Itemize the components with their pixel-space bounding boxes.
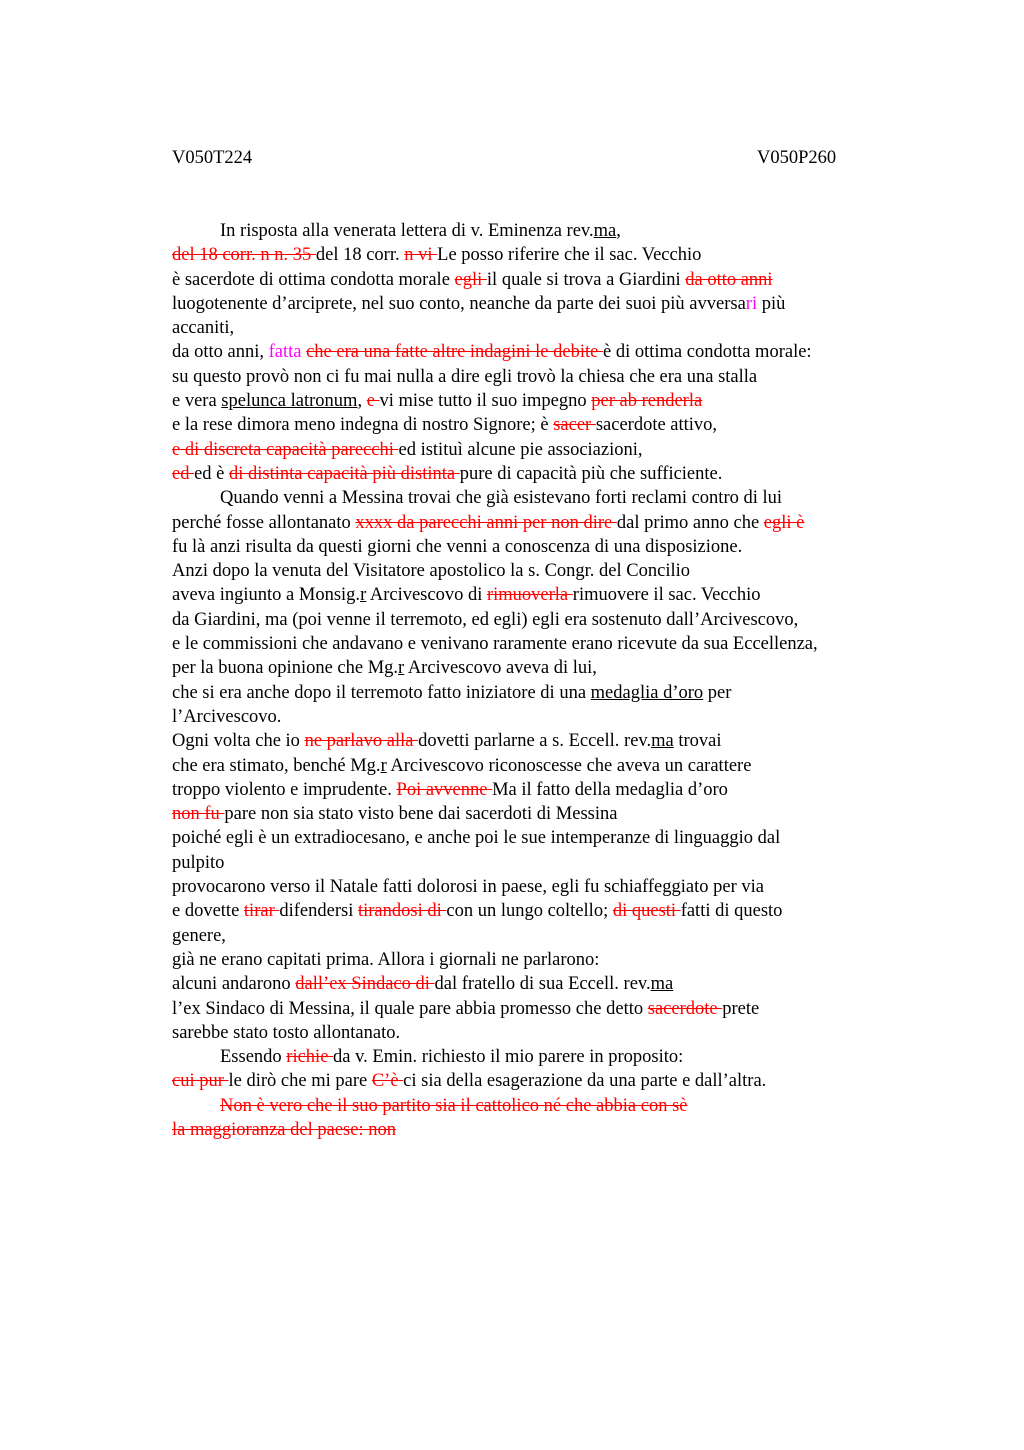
- deleted-text: cui pur: [172, 1071, 229, 1092]
- text-segment: Anzi dopo la venuta del Visitatore apostolico la s. Congr. del Concilio: [172, 561, 690, 582]
- deleted-text: dall’ex Sindaco di: [295, 974, 435, 995]
- text-line: [172, 243, 902, 267]
- text-line: [172, 851, 902, 875]
- deleted-text: rimuoverla: [486, 585, 573, 606]
- text-line: [172, 438, 902, 462]
- text-line: [172, 1069, 902, 1093]
- text-segment: troppo violento e imprudente.: [172, 779, 397, 800]
- text-line: [172, 608, 902, 632]
- underlined-text: ma: [650, 974, 674, 995]
- text-line: [172, 462, 902, 486]
- text-line: [172, 656, 902, 680]
- text-segment: e le commissioni che andavano e venivano raramente erano ricevute da sua Eccellenza,: [172, 634, 818, 655]
- text-segment: accaniti,: [172, 318, 235, 339]
- deleted-text: xxxx da parecchi anni per non dire: [355, 512, 617, 533]
- text-segment: e vera: [172, 391, 222, 412]
- text-segment: luogotenente d’arciprete, nel suo conto, neanche da parte dei suoi più avversa: [172, 293, 746, 314]
- deleted-text: del 18 corr. n n. 35: [172, 245, 316, 266]
- text-segment: le dirò che mi pare: [228, 1071, 372, 1092]
- inserted-text: ri: [745, 293, 758, 314]
- text-segment: su questo provò non ci fu mai nulla a dire egli trovò la chiesa che era una stalla: [172, 366, 758, 387]
- underlined-text: ma: [593, 221, 617, 241]
- underlined-text: r: [398, 658, 405, 679]
- text-segment: prete: [722, 998, 760, 1019]
- deleted-text: n vi: [404, 245, 438, 266]
- deleted-text: che era una fatte altre indagini le debite: [306, 342, 603, 363]
- text-segment: dal fratello di sua Eccell. rev.: [434, 974, 651, 995]
- letter-body: [172, 219, 902, 1142]
- text-segment: rimuovere il sac. Vecchio: [572, 585, 761, 606]
- text-line: [172, 559, 902, 583]
- text-segment: Le posso riferire che il sac. Vecchio: [437, 245, 702, 266]
- deleted-text: richie: [286, 1047, 334, 1068]
- text-segment: Quando venni a Messina trovai che già esistevano forti reclami contro di lui: [220, 488, 783, 509]
- text-segment: l’ex Sindaco di Messina, il quale pare abbia promesso che detto: [172, 998, 648, 1019]
- text-segment: Arcivescovo riconoscesse che aveva un carattere: [386, 755, 752, 776]
- text-line: [172, 389, 902, 413]
- text-line: [172, 924, 902, 948]
- text-segment: e la rese dimora meno indegna di nostro Signore; è: [172, 415, 554, 436]
- text-line: [172, 802, 902, 826]
- underlined-text: ma: [651, 731, 674, 752]
- deleted-text: egli è: [763, 512, 805, 533]
- text-segment: che era stimato, benché Mg.: [172, 755, 381, 776]
- text-segment: che si era anche dopo il terremoto fatto iniziatore di una: [172, 682, 591, 703]
- text-segment: alcuni andarono: [172, 974, 296, 995]
- deleted-text: da otto anni: [685, 269, 773, 290]
- text-segment: ci sia della esagerazione da una parte e dall’altra.: [403, 1071, 767, 1092]
- text-segment: difendersi: [279, 901, 358, 922]
- text-line: [172, 219, 902, 243]
- text-line: [172, 899, 902, 923]
- text-segment: Arcivescovo aveva di lui,: [404, 658, 597, 679]
- text-line: [172, 705, 902, 729]
- text-segment: da v. Emin. richiesto il mio parere in proposito:: [333, 1047, 684, 1068]
- text-segment: dovetti parlarne a s. Eccell. rev.: [418, 731, 652, 752]
- text-segment: pare non sia stato visto bene dai sacerdoti di Messina: [224, 804, 618, 825]
- deleted-text: di distinta capacità più distinta: [229, 463, 460, 484]
- deleted-text: e di discreta capacità parecchi: [172, 439, 399, 460]
- text-segment: genere,: [172, 925, 226, 946]
- text-segment: poiché egli è un extradiocesano, e anche poi le sue intemperanze di linguaggio dal: [172, 828, 781, 849]
- text-segment: per: [703, 682, 732, 703]
- text-line: [172, 632, 902, 656]
- text-line: [172, 1094, 902, 1118]
- text-line: [172, 535, 902, 559]
- deleted-text: sacer: [553, 415, 596, 436]
- text-segment: ed è: [194, 463, 230, 484]
- text-line: [172, 778, 902, 802]
- text-segment: pure di capacità più che sufficiente.: [459, 463, 723, 484]
- text-segment: da otto anni,: [172, 342, 269, 363]
- text-segment: Ogni volta che io: [172, 731, 305, 752]
- text-line: [172, 754, 902, 778]
- text-segment: è di ottima condotta morale:: [602, 342, 812, 363]
- text-segment: fu là anzi risulta da questi giorni che venni a conoscenza di una disposizione.: [172, 536, 743, 557]
- text-segment: sarebbe stato tosto allontanato.: [172, 1022, 401, 1043]
- text-line: [172, 316, 902, 340]
- text-line: [172, 1118, 902, 1142]
- text-segment: il quale si trova a Giardini: [486, 269, 686, 290]
- text-segment: Ma il fatto della medaglia d’oro: [492, 779, 728, 800]
- text-line: [172, 1021, 902, 1045]
- text-segment: è sacerdote di ottima condotta morale: [172, 269, 455, 290]
- text-segment: più: [757, 293, 786, 314]
- document-code-right: V050P260: [757, 148, 837, 168]
- text-segment: ed istituì alcune pie associazioni,: [398, 439, 643, 460]
- text-segment: vi mise tutto il suo impegno: [379, 391, 592, 412]
- deleted-text: tirandosi di: [357, 901, 447, 922]
- text-segment: provocarono verso il Natale fatti dolorosi in paese, egli fu schiaffeggiato per via: [172, 877, 764, 898]
- text-line: [172, 365, 902, 389]
- text-line: [172, 875, 902, 899]
- deleted-text: Non è vero che il suo partito sia il cattolico né che abbia con sè: [220, 1095, 688, 1116]
- text-line: [172, 1045, 902, 1069]
- deleted-text: la maggioranza del paese: non: [172, 1119, 396, 1140]
- deleted-text: ed: [172, 463, 195, 484]
- text-segment: fatti di questo: [680, 901, 783, 922]
- text-line: [172, 972, 902, 996]
- text-line: [172, 997, 902, 1021]
- text-segment: l’Arcivescovo.: [172, 706, 282, 727]
- text-segment: ,: [616, 221, 621, 241]
- text-segment: ,: [357, 391, 367, 412]
- text-segment: In risposta alla venerata lettera di v. Eminenza rev.: [220, 221, 594, 241]
- underlined-text: r: [380, 755, 387, 776]
- text-line: [172, 340, 902, 364]
- text-line: [172, 413, 902, 437]
- underlined-text: r: [360, 585, 367, 606]
- text-segment: Arcivescovo di: [366, 585, 487, 606]
- text-line: [172, 292, 902, 316]
- deleted-text: ne parlavo alla: [304, 731, 419, 752]
- text-segment: sacerdote attivo,: [595, 415, 718, 436]
- text-segment: aveva ingiunto a Monsig.: [172, 585, 361, 606]
- document-code-left: V050T224: [172, 148, 253, 168]
- deleted-text: Poi avvenne: [396, 779, 493, 800]
- text-line: [172, 268, 902, 292]
- text-line: [172, 511, 902, 535]
- text-line: [172, 826, 902, 850]
- text-segment: da Giardini, ma (poi venne il terremoto, ed egli) egli era sostenuto dall’Arcivescovo,: [172, 609, 799, 630]
- text-segment: per la buona opinione che Mg.: [172, 658, 399, 679]
- deleted-text: di questi: [612, 901, 681, 922]
- text-line: [172, 583, 902, 607]
- deleted-text: egli: [454, 269, 487, 290]
- text-segment: Essendo: [220, 1047, 287, 1068]
- text-segment: del 18 corr.: [315, 245, 405, 266]
- text-segment: con un lungo coltello;: [446, 901, 613, 922]
- deleted-text: tirar: [243, 901, 280, 922]
- text-line: [172, 948, 902, 972]
- text-line: [172, 681, 902, 705]
- text-segment: trovai: [673, 731, 722, 752]
- deleted-text: sacerdote: [647, 998, 723, 1019]
- deleted-text: e: [366, 391, 380, 412]
- deleted-text: C’è: [371, 1071, 404, 1092]
- text-segment: perché fosse allontanato: [172, 512, 356, 533]
- deleted-text: non fu: [172, 804, 225, 825]
- text-line: [172, 729, 902, 753]
- underlined-text: medaglia d’oro: [590, 682, 704, 703]
- text-segment: e dovette: [172, 901, 244, 922]
- underlined-text: spelunca latronum: [221, 391, 358, 412]
- text-segment: pulpito: [172, 852, 225, 873]
- text-segment: già ne erano capitati prima. Allora i giornali ne parlarono:: [172, 949, 600, 970]
- inserted-text: fatta: [268, 342, 302, 363]
- text-line: [172, 486, 902, 510]
- deleted-text: per ab renderla: [591, 391, 703, 412]
- text-segment: dal primo anno che: [616, 512, 764, 533]
